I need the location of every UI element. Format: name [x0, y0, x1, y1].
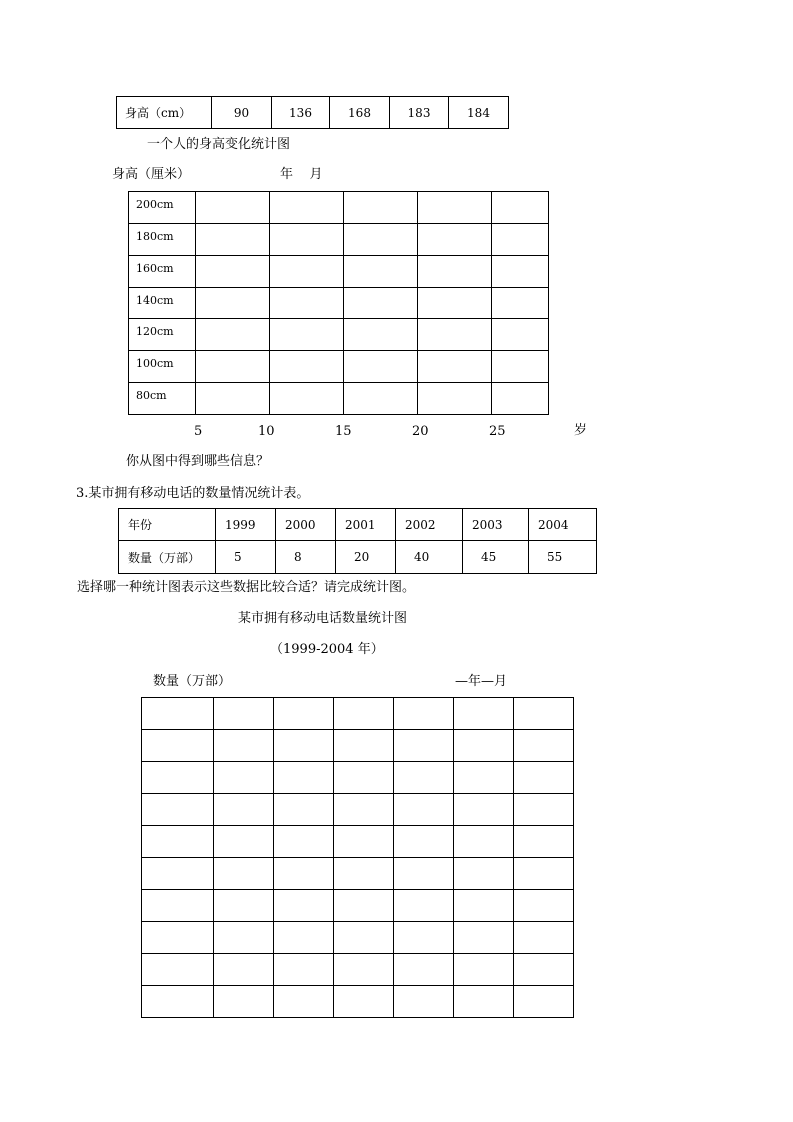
grid-cell [334, 858, 394, 890]
height-value-cell: 90 [212, 97, 272, 129]
grid-cell [274, 730, 334, 762]
quantity-cell: 45 [463, 541, 529, 574]
height-chart-grid [128, 191, 549, 415]
grid-cell [394, 858, 454, 890]
y-axis-row-label: 100cm [129, 351, 196, 383]
year-cell: 2001 [336, 509, 396, 541]
grid-cell [344, 256, 418, 288]
grid-cell [196, 319, 270, 351]
x-tick-label: 25 [489, 424, 506, 439]
grid-cell [454, 890, 514, 922]
grid-cell [274, 858, 334, 890]
grid-cell [270, 351, 344, 383]
grid-cell [274, 986, 334, 1018]
chart2-y-axis-label: 数量（万部） [153, 674, 232, 689]
grid-cell [418, 288, 492, 319]
height-data-table [116, 96, 509, 129]
section3-heading: 3.某市拥有移动电话的数量情况统计表。 [76, 486, 310, 501]
grid-cell [454, 986, 514, 1018]
grid-cell [270, 383, 344, 415]
grid-cell [514, 794, 574, 826]
x-axis-unit: 岁 [574, 423, 588, 438]
height-value-cell: 136 [272, 97, 330, 129]
chart1-date-label: 年 月 [280, 167, 323, 182]
y-axis-row-label: 180cm [129, 224, 196, 256]
grid-cell [418, 383, 492, 415]
grid-cell [214, 890, 274, 922]
chart1-y-axis-label: 身高（厘米） [112, 167, 191, 182]
height-label-cell: 身高（cm） [117, 97, 212, 129]
grid-cell [514, 730, 574, 762]
grid-cell [454, 762, 514, 794]
grid-cell [142, 762, 214, 794]
grid-cell [334, 762, 394, 794]
phone-chart-grid [141, 697, 574, 1018]
grid-cell [492, 319, 549, 351]
grid-cell [492, 351, 549, 383]
grid-cell [344, 224, 418, 256]
height-value-cell: 184 [449, 97, 509, 129]
grid-cell [334, 730, 394, 762]
grid-cell [492, 192, 549, 224]
grid-cell [394, 794, 454, 826]
chart2-title: 某市拥有移动电话数量统计图 [238, 611, 408, 626]
x-tick-label: 10 [258, 424, 275, 439]
grid-cell [454, 858, 514, 890]
grid-cell [142, 698, 214, 730]
height-value-cell: 183 [390, 97, 449, 129]
grid-cell [514, 922, 574, 954]
grid-cell [274, 890, 334, 922]
x-tick-label: 5 [194, 424, 203, 439]
grid-cell [142, 986, 214, 1018]
grid-cell [394, 922, 454, 954]
grid-cell [196, 224, 270, 256]
grid-cell [394, 986, 454, 1018]
grid-cell [394, 890, 454, 922]
grid-cell [142, 730, 214, 762]
quantity-cell: 55 [529, 541, 597, 574]
grid-cell [214, 698, 274, 730]
chart1-question: 你从图中得到哪些信息？ [126, 454, 270, 469]
grid-cell [196, 256, 270, 288]
grid-cell [334, 890, 394, 922]
phone-data-table [118, 508, 597, 574]
year-cell: 2000 [276, 509, 336, 541]
grid-cell [514, 826, 574, 858]
grid-cell [514, 762, 574, 794]
year-cell: 1999 [216, 509, 276, 541]
grid-cell [492, 256, 549, 288]
grid-cell [394, 730, 454, 762]
x-tick-label: 15 [335, 424, 352, 439]
grid-cell [142, 954, 214, 986]
grid-cell [196, 351, 270, 383]
grid-cell [394, 762, 454, 794]
year-cell: 2002 [396, 509, 463, 541]
grid-cell [334, 922, 394, 954]
grid-cell [214, 794, 274, 826]
grid-cell [214, 858, 274, 890]
grid-cell [142, 858, 214, 890]
grid-cell [514, 986, 574, 1018]
section3-question: 选择哪一种统计图表示这些数据比较合适？请完成统计图。 [77, 580, 416, 595]
height-value-cell: 168 [330, 97, 390, 129]
grid-cell [454, 826, 514, 858]
quantity-cell: 5 [216, 541, 276, 574]
year-cell: 2004 [529, 509, 597, 541]
grid-cell [270, 256, 344, 288]
grid-cell [196, 383, 270, 415]
grid-cell [334, 794, 394, 826]
y-axis-row-label: 140cm [129, 288, 196, 319]
grid-cell [214, 922, 274, 954]
grid-cell [214, 826, 274, 858]
grid-cell [274, 954, 334, 986]
grid-cell [344, 192, 418, 224]
grid-cell [270, 288, 344, 319]
quantity-cell: 8 [276, 541, 336, 574]
chart1-title: 一个人的身高变化统计图 [147, 137, 291, 152]
grid-cell [514, 890, 574, 922]
y-axis-row-label: 120cm [129, 319, 196, 351]
year-cell: 2003 [463, 509, 529, 541]
grid-cell [214, 954, 274, 986]
grid-cell [492, 288, 549, 319]
grid-cell [214, 762, 274, 794]
grid-cell [418, 192, 492, 224]
grid-cell [418, 256, 492, 288]
grid-cell [454, 954, 514, 986]
grid-cell [334, 986, 394, 1018]
grid-cell [196, 192, 270, 224]
chart2-date-label: —年—月 [455, 674, 508, 689]
grid-cell [344, 288, 418, 319]
grid-cell [274, 794, 334, 826]
grid-cell [454, 698, 514, 730]
grid-cell [344, 319, 418, 351]
grid-cell [492, 383, 549, 415]
grid-cell [344, 383, 418, 415]
grid-cell [394, 826, 454, 858]
grid-cell [344, 351, 418, 383]
x-tick-label: 20 [412, 424, 429, 439]
grid-cell [514, 954, 574, 986]
grid-cell [214, 730, 274, 762]
grid-cell [142, 890, 214, 922]
y-axis-row-label: 160cm [129, 256, 196, 288]
grid-cell [394, 698, 454, 730]
grid-cell [214, 986, 274, 1018]
grid-cell [454, 794, 514, 826]
chart2-subtitle: （1999-2004 年） [270, 642, 384, 657]
grid-cell [514, 698, 574, 730]
grid-cell [454, 730, 514, 762]
quantity-cell: 20 [336, 541, 396, 574]
quantity-cell: 40 [396, 541, 463, 574]
grid-cell [334, 826, 394, 858]
grid-cell [418, 319, 492, 351]
grid-cell [270, 319, 344, 351]
grid-cell [514, 858, 574, 890]
grid-cell [418, 224, 492, 256]
y-axis-row-label: 200cm [129, 192, 196, 224]
grid-cell [142, 922, 214, 954]
y-axis-row-label: 80cm [129, 383, 196, 415]
grid-cell [418, 351, 492, 383]
grid-cell [334, 698, 394, 730]
grid-cell [274, 762, 334, 794]
grid-cell [334, 954, 394, 986]
grid-cell [274, 922, 334, 954]
grid-cell [196, 288, 270, 319]
grid-cell [270, 192, 344, 224]
grid-cell [274, 698, 334, 730]
grid-cell [142, 826, 214, 858]
grid-cell [270, 224, 344, 256]
grid-cell [454, 922, 514, 954]
grid-cell [274, 826, 334, 858]
year-header-cell: 年份 [119, 509, 216, 541]
grid-cell [142, 794, 214, 826]
grid-cell [492, 224, 549, 256]
quantity-header-cell: 数量（万部） [119, 541, 216, 574]
grid-cell [394, 954, 454, 986]
